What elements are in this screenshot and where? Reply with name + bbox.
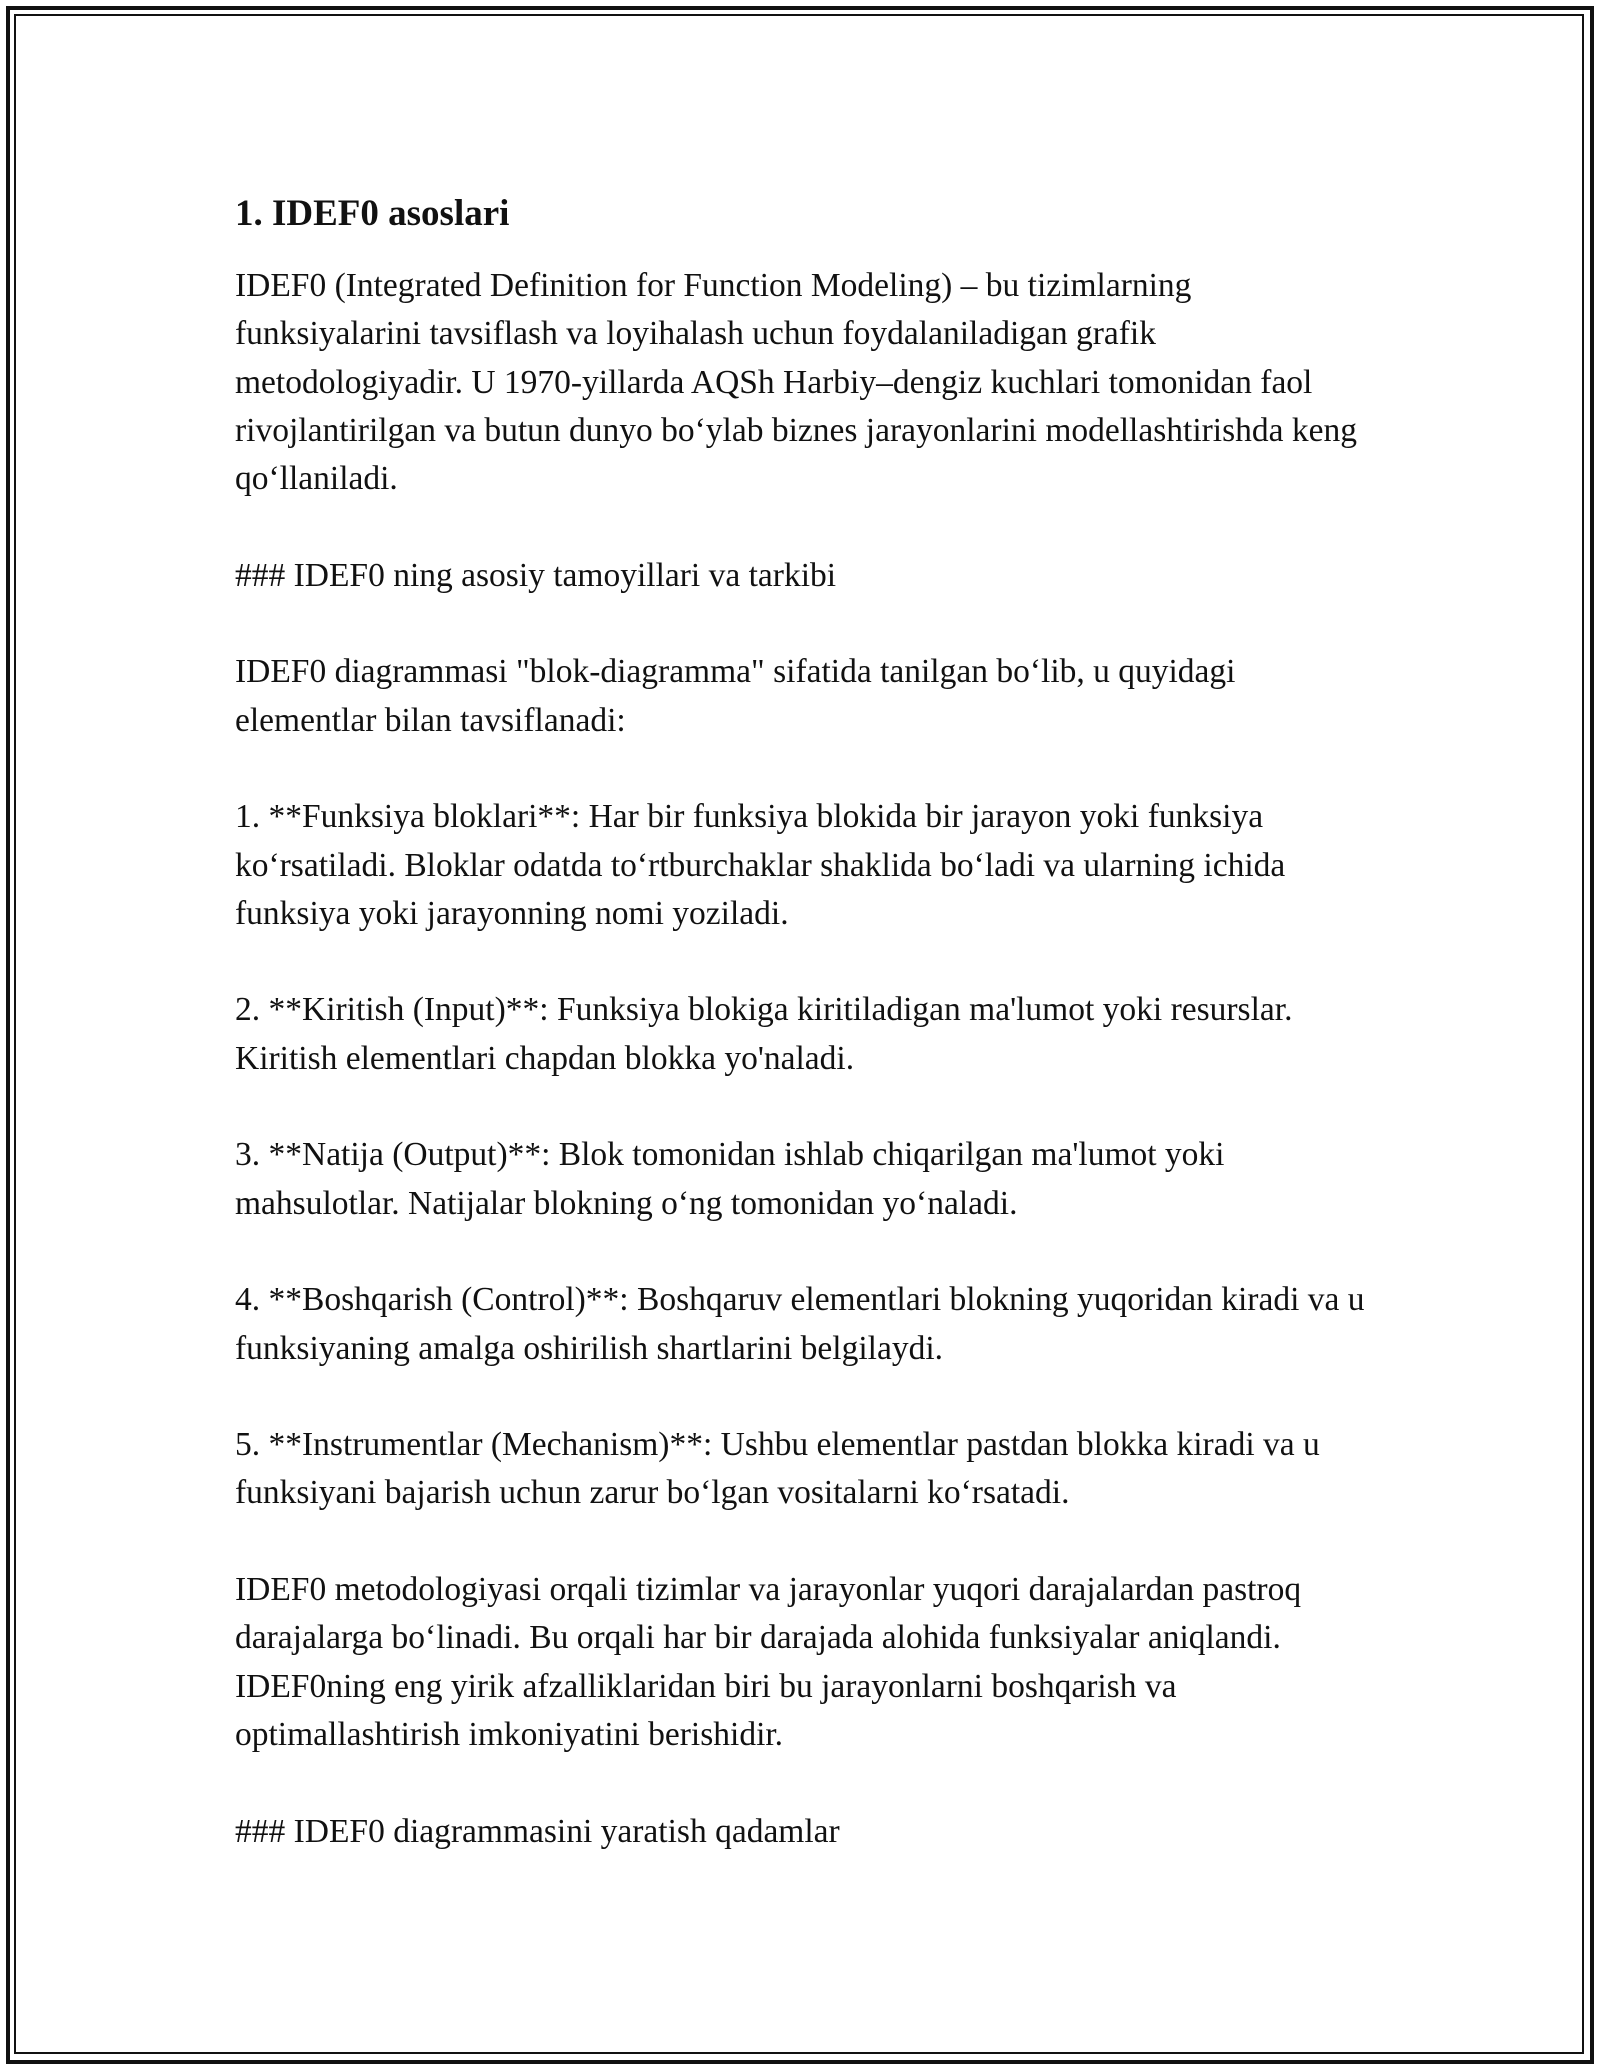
paragraph-gap xyxy=(235,503,1375,551)
paragraph-gap xyxy=(235,1518,1375,1566)
subheading-steps: ### IDEF0 diagrammasini yaratish qadamlar xyxy=(235,1812,840,1850)
intro-paragraph: IDEF0 (Integrated Definition for Function Modeling) – bu tizimlarning funksiyalarini tavsiflash va loyihalash uchun foydalaniladigan grafik metodologiyadir. U 1970-yillarda AQSh Harbiy–dengiz kuchlari tomonidan faol rivojlantirilgan va butun dunyo bo‘ylab biznes jarayonlarini modellashtirishda keng qo‘llaniladi. xyxy=(235,267,1357,498)
list-item-control: 4. **Boshqarish (Control)**: Boshqaruv elementlari blokning yuqoridan kiradi va u funksiyaning amalga oshirilish shartlarini belgilaydi. xyxy=(235,1281,1365,1367)
section-title: 1. IDEF0 asoslari xyxy=(235,193,510,234)
subheading-principles: ### IDEF0 ning asosiy tamoyillari va tarkibi xyxy=(235,556,837,594)
paragraph-gap xyxy=(235,1759,1375,1807)
paragraph-gap xyxy=(235,1373,1375,1421)
diagram-description-paragraph: IDEF0 diagrammasi "blok-diagramma" sifatida tanilgan bo‘lib, u quyidagi elementlar bilan tavsiflanadi: xyxy=(235,653,1236,739)
methodology-paragraph: IDEF0 metodologiyasi orqali tizimlar va jarayonlar yuqori darajalardan pastroq darajalarga bo‘linadi. Bu orqali har bir darajada alohida funksiyalar aniqlandi. IDEF0ning eng yirik afzalliklaridan biri bu jarayonlarni boshqarish va optimallashtirish imkoniyatini berishidir. xyxy=(235,1571,1302,1753)
list-item-function-blocks: 1. **Funksiya bloklari**: Har bir funksiya blokida bir jarayon yoki funksiya ko‘rsatiladi. Bloklar odatda to‘rtburchaklar shaklida bo‘ladi va ularning ichida funksiya yoki jarayonning nomi yoziladi. xyxy=(235,798,1286,932)
paragraph-gap xyxy=(235,938,1375,986)
document-body xyxy=(235,190,1375,1856)
list-item-mechanism: 5. **Instrumentlar (Mechanism)**: Ushbu elementlar pastdan blokka kiradi va u funksiyani bajarish uchun zarur bo‘lgan vositalarni ko‘rsatadi. xyxy=(235,1426,1320,1512)
paragraph-gap xyxy=(235,1228,1375,1276)
paragraph-gap xyxy=(235,745,1375,793)
paragraph-gap xyxy=(235,1083,1375,1131)
list-item-input: 2. **Kiritish (Input)**: Funksiya blokiga kiritiladigan ma'lumot yoki resurslar. Kiritish elementlari chapdan blokka yo'naladi. xyxy=(235,991,1293,1077)
list-item-output: 3. **Natija (Output)**: Blok tomonidan ishlab chiqarilgan ma'lumot yoki mahsulotlar. Natijalar blokning o‘ng tomonidan yo‘naladi. xyxy=(235,1136,1225,1222)
paragraph-gap xyxy=(235,600,1375,648)
